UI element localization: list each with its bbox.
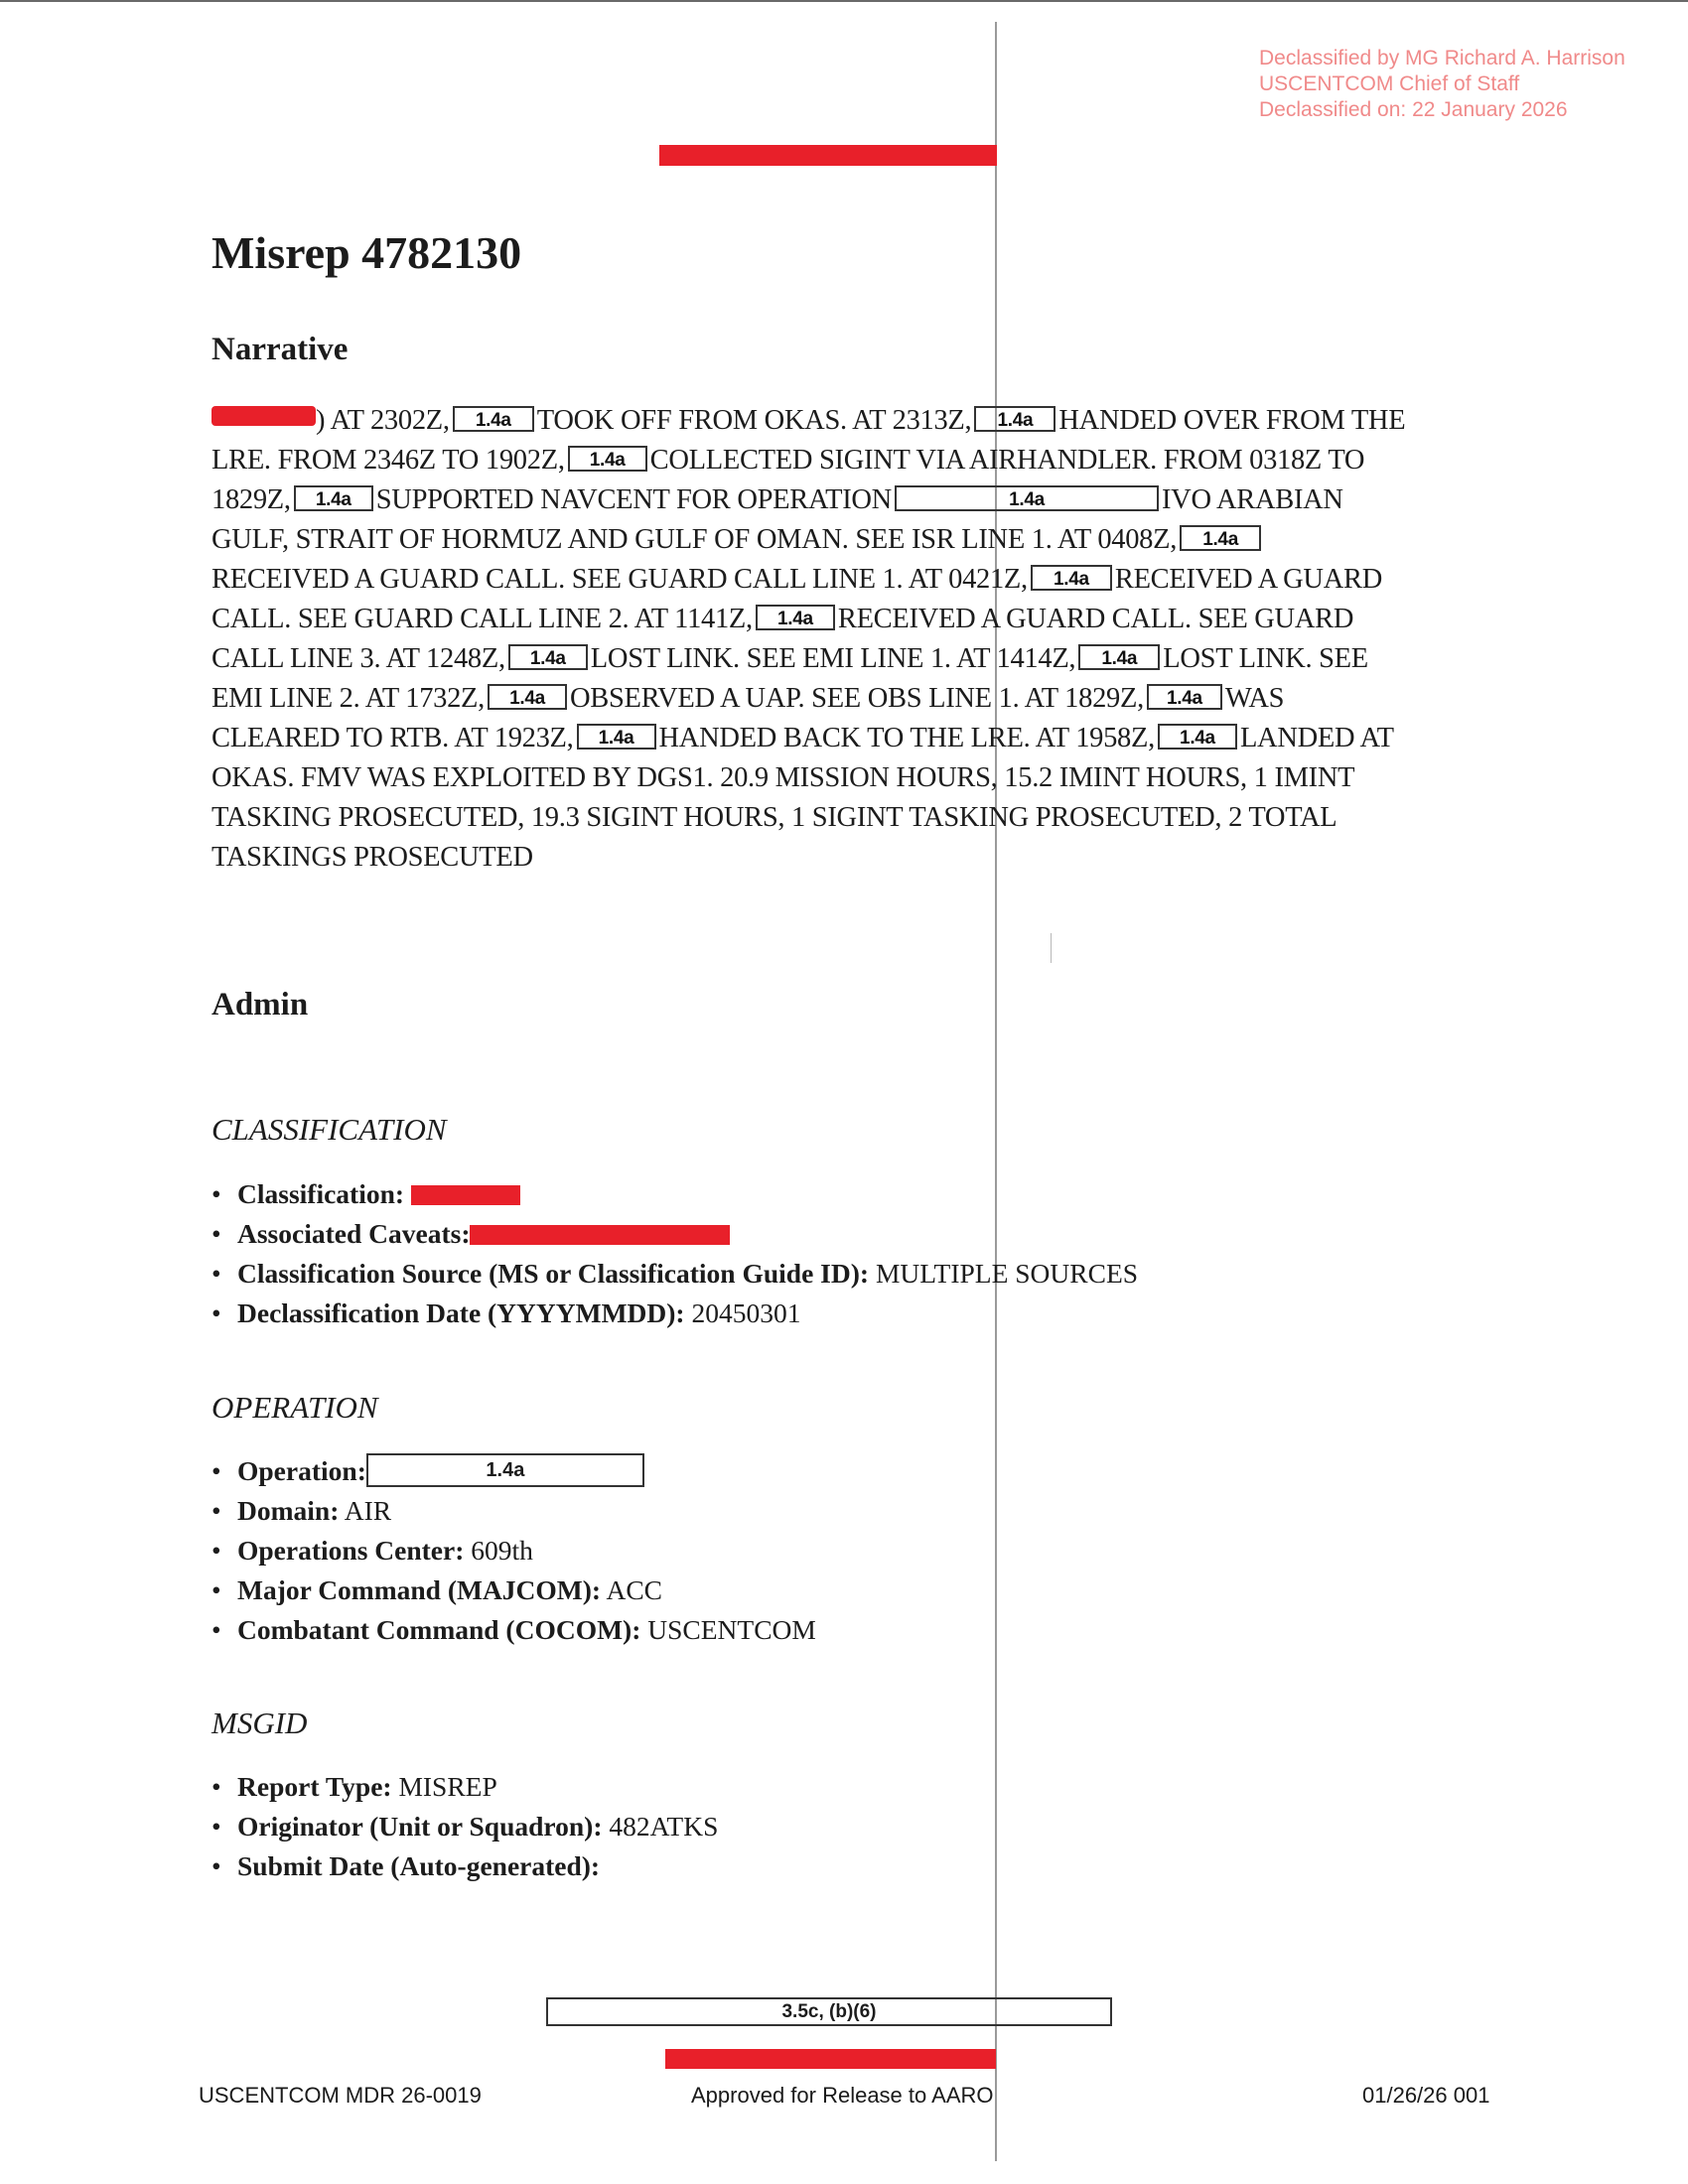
list-item: • Associated Caveats:: [211, 1214, 1138, 1254]
item-label: Operation:: [237, 1455, 366, 1486]
narrative-line: [211, 639, 1492, 679]
narrative-text: GULF, STRAIT OF HORMUZ AND GULF OF OMAN. SEE ISR LINE 1. AT 0408Z,: [211, 524, 1178, 555]
item-value: MULTIPLE SOURCES: [875, 1258, 1139, 1289]
narrative-text: 1829Z,: [211, 484, 291, 515]
narrative-line: [211, 560, 1492, 600]
narrative-line: OKAS. FMV WAS EXPLOITED BY DGS1. 20.9 MISSION HOURS, 15.2 IMINT HOURS, 1 IMINT: [211, 762, 1355, 793]
classification-list: [211, 1174, 1138, 1333]
item-value: ACC: [606, 1574, 662, 1605]
redaction-box: 1.4a: [453, 406, 534, 432]
narrative-text: COLLECTED SIGINT VIA AIRHANDLER. FROM 0318Z TO: [649, 445, 1365, 476]
narrative-text: RECEIVED A GUARD CALL. SEE GUARD CALL LINE 1. AT 0421Z,: [211, 564, 1028, 595]
narrative-text: RECEIVED A GUARD: [1114, 564, 1382, 595]
document-title: Misrep 4782130: [211, 227, 522, 278]
exemption-box: 3.5c, (b)(6): [546, 1997, 1112, 2026]
redaction-box: 1.4a: [577, 724, 656, 750]
redaction-box: 1.4a: [568, 446, 647, 472]
narrative-text: SUPPORTED NAVCENT FOR OPERATION: [375, 484, 892, 515]
narrative-line: [211, 441, 1492, 480]
narrative-text: LANDED AT: [1239, 723, 1394, 753]
narrative-line: TASKING PROSECUTED, 19.3 SIGINT HOURS, 1 SIGINT TASKING PROSECUTED, 2 TOTAL: [211, 802, 1337, 833]
narrative-text: TOOK OFF FROM OKAS. AT 2313Z,: [536, 405, 972, 436]
list-item: • Classification:: [211, 1174, 1138, 1214]
narrative-text: ) AT 2302Z,: [316, 405, 450, 436]
redaction-bar-bottom: [665, 2049, 996, 2069]
item-value: 20450301: [691, 1297, 801, 1328]
item-label: Combatant Command (COCOM):: [237, 1614, 641, 1645]
list-item: • Submit Date (Auto-generated):: [211, 1850, 601, 1881]
narrative-text: CALL LINE 3. AT 1248Z,: [211, 643, 505, 674]
narrative-line: [211, 679, 1492, 719]
item-value: USCENTCOM: [647, 1614, 816, 1645]
declass-line-1: Declassified by MG Richard A. Harrison: [1259, 47, 1625, 69]
list-item: • Domain: AIR: [211, 1495, 392, 1526]
narrative-body: [211, 401, 1492, 878]
list-item: • Combatant Command (COCOM): USCENTCOM: [211, 1614, 816, 1645]
declass-line-3: Declassified on: 22 January 2026: [1259, 98, 1568, 121]
msgid-list: [211, 1767, 718, 1886]
redaction-box: 1.4a: [508, 644, 588, 670]
item-value: 482ATKS: [609, 1811, 719, 1842]
list-item: • Declassification Date (YYYYMMDD): 20450301: [211, 1297, 801, 1328]
narrative-line: [211, 719, 1492, 758]
narrative-text: OBSERVED A UAP. SEE OBS LINE 1. AT 1829Z,: [570, 683, 1144, 714]
redaction-box: 1.4a: [1078, 644, 1160, 670]
operation-heading: OPERATION: [211, 1390, 378, 1425]
footer-case-number: USCENTCOM MDR 26-0019: [199, 2083, 482, 2108]
redaction-box: 1.4a: [1158, 724, 1237, 750]
scan-fold-line: [995, 22, 997, 2161]
narrative-text: CALL. SEE GUARD CALL LINE 2. AT 1141Z,: [211, 604, 753, 634]
narrative-line: [211, 600, 1492, 639]
item-label: Associated Caveats:: [237, 1218, 471, 1249]
footer-release-note: Approved for Release to AARO: [691, 2083, 994, 2108]
narrative-text: LRE. FROM 2346Z TO 1902Z,: [211, 445, 565, 476]
narrative-line: [211, 480, 1492, 520]
item-label: Major Command (MAJCOM):: [237, 1574, 602, 1605]
narrative-text: LOST LINK. SEE: [1163, 643, 1368, 674]
item-value: MISREP: [398, 1771, 497, 1802]
redaction-mark: [411, 1185, 520, 1205]
redaction-box: 1.4a: [488, 684, 567, 710]
redaction-mark: [211, 406, 316, 426]
redaction-box: 1.4a: [974, 406, 1055, 432]
redaction-box: 1.4a: [756, 605, 835, 630]
narrative-line: TASKINGS PROSECUTED: [211, 842, 533, 873]
admin-heading: Admin: [211, 987, 309, 1023]
narrative-text: IVO ARABIAN: [1161, 484, 1343, 515]
redaction-box: 1.4a: [1031, 565, 1112, 591]
item-label: Classification:: [237, 1178, 405, 1209]
classification-heading: CLASSIFICATION: [211, 1112, 447, 1147]
redaction-box: 1.4a: [366, 1453, 644, 1487]
item-value: AIR: [344, 1495, 392, 1526]
scan-top-border: [0, 0, 1688, 2]
redaction-box: 1.4a: [895, 485, 1159, 511]
list-item: • Operations Center: 609th: [211, 1535, 533, 1566]
list-item: • Operation: 1.4a: [211, 1451, 816, 1491]
redaction-box: 1.4a: [1147, 684, 1222, 710]
narrative-heading: Narrative: [211, 332, 349, 367]
operation-list: [211, 1451, 816, 1650]
redaction-box: 1.4a: [294, 485, 373, 511]
redaction-bar-top: [659, 145, 997, 166]
declassification-stamp: [1259, 46, 1625, 123]
narrative-text: LOST LINK. SEE EMI LINE 1. AT 1414Z,: [590, 643, 1076, 674]
narrative-line: [211, 520, 1492, 560]
redaction-box: 1.4a: [1180, 525, 1261, 551]
redaction-mark: [470, 1225, 730, 1245]
narrative-text: EMI LINE 2. AT 1732Z,: [211, 683, 485, 714]
declass-line-2: USCENTCOM Chief of Staff: [1259, 72, 1520, 95]
list-item: • Major Command (MAJCOM): ACC: [211, 1574, 662, 1605]
item-label: Domain:: [237, 1495, 340, 1526]
list-item: • Classification Source (MS or Classification Guide ID): MULTIPLE SOURCES: [211, 1258, 1139, 1289]
item-label: Classification Source (MS or Classification Guide ID):: [237, 1258, 870, 1289]
item-label: Operations Center:: [237, 1535, 465, 1566]
scan-mark: [1051, 933, 1052, 963]
item-label: Declassification Date (YYYYMMDD):: [237, 1297, 685, 1328]
narrative-line: [211, 401, 1492, 441]
list-item: • Report Type: MISREP: [211, 1771, 497, 1802]
narrative-text: HANDED BACK TO THE LRE. AT 1958Z,: [658, 723, 1155, 753]
narrative-text: RECEIVED A GUARD CALL. SEE GUARD: [837, 604, 1354, 634]
item-value: 609th: [471, 1535, 533, 1566]
footer-page-code: 01/26/26 001: [1362, 2083, 1490, 2108]
item-label: Submit Date (Auto-generated):: [237, 1850, 601, 1881]
narrative-text: CLEARED TO RTB. AT 1923Z,: [211, 723, 574, 753]
item-label: Report Type:: [237, 1771, 392, 1802]
narrative-text: HANDED OVER FROM THE: [1058, 405, 1406, 436]
msgid-heading: MSGID: [211, 1706, 308, 1740]
list-item: • Originator (Unit or Squadron): 482ATKS: [211, 1811, 719, 1842]
item-label: Originator (Unit or Squadron):: [237, 1811, 603, 1842]
narrative-text: WAS: [1224, 683, 1285, 714]
